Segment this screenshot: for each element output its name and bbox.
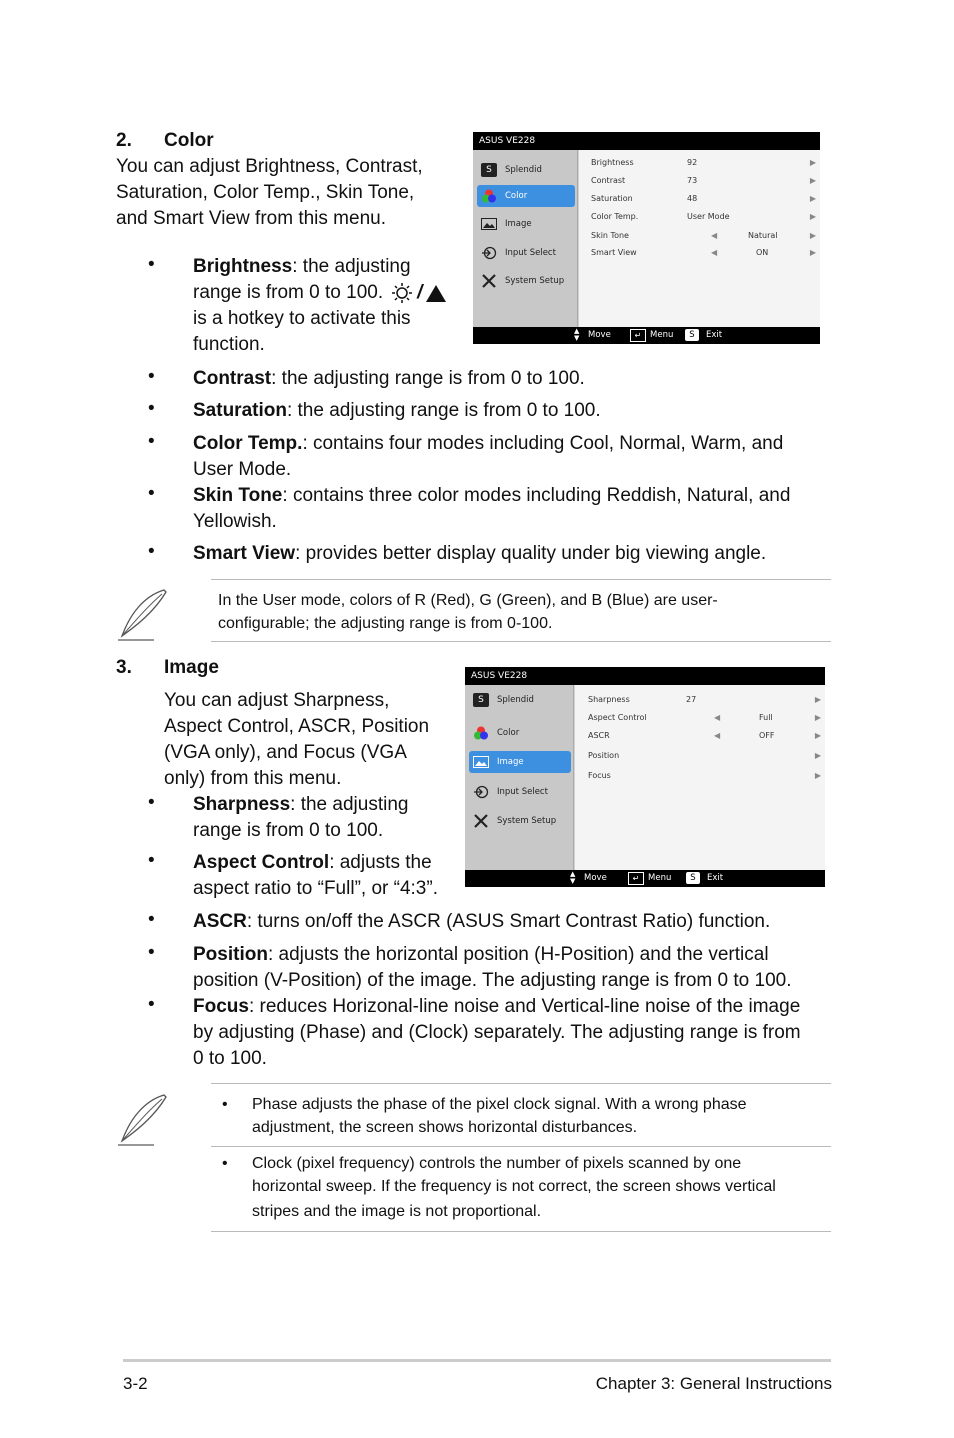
- section-number: 3.: [116, 657, 132, 678]
- osd-row[interactable]: Sharpness 27 ▶: [588, 695, 821, 704]
- right-arrow-icon: ▶: [809, 231, 816, 240]
- osd-bottom-bar: [473, 327, 820, 344]
- menu-label: Image: [505, 219, 532, 229]
- tools-icon: [473, 814, 489, 828]
- osd-menu-image[interactable]: Image: [469, 751, 571, 773]
- color-icon: [481, 189, 497, 203]
- section-intro: You can adjust Sharpness, Aspect Control, ASCR, Position (VGA only), and Focus (VGA only) from this menu.: [164, 690, 430, 789]
- bullet: •: [148, 483, 155, 504]
- osd-row[interactable]: Brightness 92 ▶: [591, 158, 816, 167]
- hotkey-separator: /: [417, 282, 423, 303]
- tools-icon: [481, 274, 497, 288]
- osd-menu-input-select[interactable]: [477, 242, 575, 264]
- note-text: In the User mode, colors of R (Red), G (Green), and B (Blue) are user- configurable; the adjusting range is from 0-100.: [218, 592, 718, 632]
- osd-sidebar: [473, 150, 578, 327]
- menu-label: System Setup: [505, 276, 565, 286]
- up-triangle-icon: [426, 285, 446, 302]
- divider: [211, 1146, 831, 1147]
- bullet-skin-tone: Skin Tone: contains three color modes including Reddish, Natural, and Yellowish.: [193, 485, 791, 532]
- feather-pen-icon: [114, 586, 172, 644]
- divider: [211, 641, 831, 642]
- osd-content: [575, 685, 825, 870]
- osd-menu-splendid[interactable]: [477, 159, 575, 181]
- exit-key-icon: S: [686, 872, 700, 884]
- chapter-title: Chapter 3: General Instructions: [595, 1374, 832, 1393]
- divider: [211, 1083, 831, 1084]
- footer-rule: [123, 1359, 831, 1362]
- osd-menu-label: Menu: [650, 330, 674, 340]
- osd-row[interactable]: Saturation 48 ▶: [591, 194, 816, 203]
- right-arrow-icon: ▶: [809, 176, 816, 185]
- exit-key-icon: S: [685, 329, 699, 341]
- bullet: •: [148, 850, 155, 871]
- note-text: Phase adjusts the phase of the pixel clock signal. With a wrong phase adjustment, the screen shows horizontal disturbances.: [252, 1096, 747, 1136]
- feather-pen-icon: [114, 1091, 172, 1149]
- osd-title: ASUS VE228: [479, 136, 536, 146]
- bullet-contrast: Contrast: the adjusting range is from 0 to 100.: [193, 368, 585, 389]
- osd-row[interactable]: Smart View ◀ ON ▶: [591, 248, 816, 257]
- section-intro: [116, 154, 423, 232]
- osd-sidebar: [465, 685, 574, 870]
- bullet: •: [148, 398, 155, 419]
- bullet: •: [148, 792, 155, 813]
- osd-row[interactable]: Focus ▶: [588, 771, 821, 780]
- osd-menu-color[interactable]: Color: [469, 722, 571, 744]
- osd-row[interactable]: Skin Tone ◀ Natural ▶: [591, 231, 816, 240]
- osd-image-menu: [465, 667, 825, 887]
- section-number: 2.: [116, 130, 132, 151]
- osd-move-label: Move: [584, 873, 607, 883]
- bullet-saturation: Saturation: the adjusting range is from 0 to 100.: [193, 400, 601, 421]
- page-number: 3-2: [123, 1374, 148, 1393]
- osd-color-menu: [473, 132, 820, 344]
- osd-menu-system-setup[interactable]: [477, 270, 575, 292]
- bullet: •: [148, 942, 155, 963]
- bullet-sharpness: Sharpness: the adjusting range is from 0 to 100.: [193, 794, 409, 841]
- up-down-icon: ▲ ▼: [570, 870, 576, 885]
- osd-exit-label: Exit: [706, 330, 723, 340]
- menu-key-icon: ↵: [628, 872, 644, 885]
- osd-menu-label: Menu: [648, 873, 672, 883]
- divider: [211, 579, 831, 580]
- intro-line: You can adjust Brightness, Contrast,: [116, 156, 423, 177]
- osd-menu-input-select[interactable]: Input Select: [469, 781, 571, 803]
- right-arrow-icon: ▶: [814, 695, 821, 704]
- up-down-icon: ▲ ▼: [574, 327, 580, 342]
- bullet-ascr: ASCR: turns on/off the ASCR (ASUS Smart Contrast Ratio) function.: [193, 911, 771, 932]
- osd-row[interactable]: Contrast 73 ▶: [591, 176, 816, 185]
- bullet: •: [148, 254, 155, 275]
- left-arrow-icon: ◀: [711, 248, 718, 257]
- bullet: •: [148, 994, 155, 1015]
- right-arrow-icon: ▶: [809, 194, 816, 203]
- input-select-icon: [481, 246, 497, 260]
- section-title: Image: [164, 657, 219, 678]
- menu-label: Input Select: [505, 248, 556, 258]
- bullet-brightness: [193, 254, 446, 358]
- osd-menu-splendid[interactable]: S Splendid: [469, 689, 571, 711]
- desc: function.: [193, 334, 265, 355]
- osd-menu-image[interactable]: [477, 213, 575, 235]
- bullet: •: [222, 1155, 228, 1172]
- desc: is a hotkey to activate this: [193, 308, 411, 329]
- left-arrow-icon: ◀: [711, 231, 718, 240]
- splendid-icon: S: [473, 693, 489, 707]
- osd-menu-system-setup[interactable]: System Setup: [469, 810, 571, 832]
- note-text: Clock (pixel frequency) controls the number of pixels scanned by one horizontal sweep. If the frequency is not correct, the screen shows vertical stripes and the image is not proportional.: [252, 1155, 776, 1220]
- desc: : the adjusting: [292, 256, 411, 277]
- bullet-color-temp: Color Temp.: contains four modes including Cool, Normal, Warm, and User Mode.: [193, 433, 784, 480]
- right-arrow-icon: ▶: [814, 771, 821, 780]
- bullet-smart-view: Smart View: provides better display quality under big viewing angle.: [193, 543, 767, 564]
- menu-label: Splendid: [505, 165, 542, 175]
- osd-title-bar: [473, 132, 820, 150]
- right-arrow-icon: ▶: [814, 751, 821, 760]
- bullet: •: [148, 366, 155, 387]
- term: Brightness: [193, 256, 293, 277]
- menu-key-icon: ↵: [630, 329, 646, 342]
- osd-bottom-bar: [465, 870, 825, 887]
- osd-exit-label: Exit: [707, 873, 724, 883]
- right-arrow-icon: ▶: [814, 713, 821, 722]
- image-icon: [481, 217, 497, 231]
- right-arrow-icon: ▶: [809, 158, 816, 167]
- color-icon: [473, 726, 489, 740]
- splendid-icon: S: [481, 163, 497, 177]
- intro-line: and Smart View from this menu.: [116, 208, 386, 229]
- right-arrow-icon: ▶: [814, 731, 821, 740]
- bullet: •: [148, 909, 155, 930]
- bullet-position: Position: adjusts the horizontal position (H-Position) and the vertical position (V-Position) of the image. The adjusting range is from 0 to 100.: [193, 944, 792, 991]
- osd-content: [579, 150, 820, 327]
- bullet: •: [148, 541, 155, 562]
- input-select-icon: [473, 785, 489, 799]
- bullet-focus: Focus: reduces Horizonal-line noise and Vertical-line noise of the image by adjusting (Phase) and (Clock) separately. The adjusting range is from 0 to 100.: [193, 996, 801, 1069]
- menu-label: Color: [505, 191, 528, 201]
- left-arrow-icon: ◀: [714, 713, 721, 722]
- osd-row[interactable]: Position ▶: [588, 751, 821, 760]
- intro-line: Saturation, Color Temp., Skin Tone,: [116, 182, 415, 203]
- osd-row[interactable]: ASCR ◀ OFF ▶: [588, 731, 821, 740]
- desc: range is from 0 to 100.: [193, 282, 384, 303]
- image-icon: [473, 755, 489, 769]
- right-arrow-icon: ▶: [809, 212, 816, 221]
- bullet: •: [148, 431, 155, 452]
- section-title: Color: [164, 130, 214, 151]
- divider: [211, 1231, 831, 1232]
- brightness-hotkey-icon: [391, 282, 413, 304]
- bullet: •: [222, 1096, 228, 1113]
- right-arrow-icon: ▶: [809, 248, 816, 257]
- osd-title: ASUS VE228: [471, 671, 528, 681]
- osd-move-label: Move: [588, 330, 611, 340]
- left-arrow-icon: ◀: [714, 731, 721, 740]
- osd-title-bar: [465, 667, 825, 685]
- osd-row[interactable]: Aspect Control ◀ Full ▶: [588, 713, 821, 722]
- osd-row[interactable]: Color Temp. User Mode ▶: [591, 212, 816, 221]
- osd-menu-color[interactable]: [477, 185, 575, 207]
- bullet-aspect-control: Aspect Control: adjusts the aspect ratio to “Full”, or “4:3”.: [193, 852, 438, 899]
